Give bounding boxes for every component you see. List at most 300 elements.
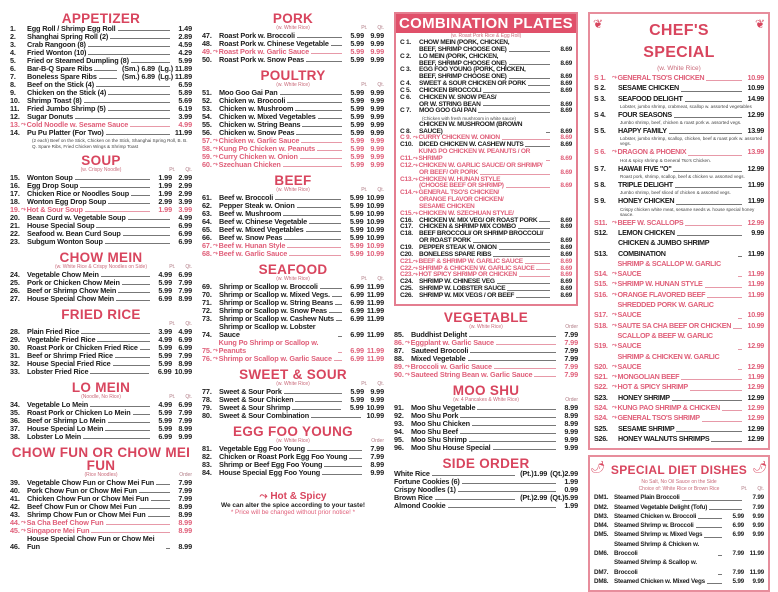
item-price: 5.99: [350, 120, 364, 129]
menu-item: [594, 147, 764, 157]
dotted-leader: [733, 328, 742, 329]
section-title: CHEF'S SPECIAL: [643, 22, 715, 61]
item-price: 1.99: [564, 500, 578, 510]
item-name: Bean Curd w. Vegetable Soup: [27, 213, 126, 222]
hot-spicy-icon: ⤳: [612, 374, 617, 381]
item-number: 60.: [202, 160, 212, 169]
dotted-leader: [458, 491, 556, 492]
item-price: 12.99: [747, 109, 764, 119]
item-number: C24.: [400, 278, 413, 286]
dotted-leader: [528, 85, 550, 86]
item-name: Wonton Soup: [27, 173, 73, 182]
dotted-leader: [97, 341, 150, 342]
item-name: GENERAL TSO'S CHICKEN: [617, 73, 705, 82]
dotted-leader: [496, 344, 556, 345]
hot-spicy-icon: ⤳: [612, 363, 617, 370]
item-number: C 9.: [400, 134, 411, 142]
item-name: Beef w. Mushroom: [219, 209, 282, 218]
item-price: 8.69: [560, 59, 572, 67]
item-name: Fortune Cookies (6): [394, 476, 460, 486]
item-price: 7.99: [564, 337, 578, 347]
item-name: CHICKEN W. HUNAN STYLE: [418, 175, 501, 183]
item-number: 93.: [394, 418, 404, 428]
item-name: Pepper Steak w. Onion: [219, 201, 295, 210]
price-header: Qt.: [377, 276, 384, 282]
item-name: SESAME CHICKEN: [419, 202, 475, 210]
item-name: Chicken on the Stick (4): [27, 88, 107, 97]
item-price: 10.99: [366, 233, 384, 242]
dotted-leader: [148, 516, 170, 517]
item-description: Jumbo shrimp, beef, chicken & roast pork w. assorted vegs.: [620, 120, 742, 126]
dotted-leader: [115, 357, 150, 358]
price-headers: [361, 187, 384, 194]
menu-item: [202, 412, 384, 420]
item-number: 11.: [10, 104, 20, 113]
menu-item: [10, 527, 192, 535]
item-number: 3.: [10, 40, 16, 49]
dotted-leader: [90, 373, 149, 374]
item-price: 5.99: [349, 193, 364, 202]
item-number: 34.: [10, 400, 20, 409]
item-price: 5.99: [350, 395, 364, 404]
item-price: 8.99: [564, 410, 578, 420]
item-name: Seafood w. Bean Curd Soup: [27, 229, 121, 238]
item-name: Chicken Chow Fun or Chow Mei Fun: [27, 494, 149, 503]
price-header: Qt.: [185, 167, 192, 173]
item-name: Sauteed String Bean w. Garlic Sauce: [410, 369, 533, 379]
item-price: 6.99: [178, 335, 192, 344]
item-number: C18.: [400, 230, 413, 238]
item-price: 5.99: [158, 343, 172, 352]
item-price: 9.99: [370, 387, 384, 396]
hot-spicy-icon: ⤳: [612, 75, 617, 81]
menu-item: [594, 110, 764, 120]
menu-item: [594, 521, 764, 530]
item-name: Beef w. Mixed Vegetables: [219, 225, 304, 234]
item-number: 23.: [10, 237, 20, 246]
menu-item: [10, 519, 192, 527]
item-number: 81.: [202, 444, 212, 453]
dotted-leader: [295, 110, 342, 111]
menu-item: [394, 444, 578, 452]
item-number: 76.: [202, 354, 212, 363]
item-number: 19.: [10, 205, 20, 214]
dotted-leader: [676, 204, 742, 205]
dotted-leader: [711, 441, 742, 442]
section-subtitle-row: [202, 438, 384, 445]
item-number: 29.: [10, 335, 20, 344]
price-header: Pt.: [169, 264, 176, 270]
item-number: C13.: [400, 175, 413, 183]
item-number: 83.: [202, 460, 212, 469]
item-name: SHRIMP & CHICKEN W. GARLIC SAUCE: [418, 264, 535, 272]
dotted-leader: [480, 174, 550, 175]
item-name: Chicken w. Mixed Vegetables: [219, 112, 316, 121]
item-number: 28.: [10, 327, 20, 336]
item-number: S 5.: [594, 126, 606, 136]
dotted-leader: [473, 242, 550, 243]
item-name: Vegetable Egg Foo Young: [219, 444, 305, 453]
dotted-leader: [317, 150, 342, 151]
dotted-leader: [477, 409, 556, 410]
item-price: 6.99: [350, 306, 364, 315]
section-subtitle-row: [10, 321, 192, 328]
item-name: (CHOOSE BEEF OR SHRIMP): [419, 182, 504, 190]
menu-section-seafood: [202, 263, 384, 363]
item-name: Fried or Steamed Dumpling (8): [27, 56, 129, 65]
item-number: S 2.: [594, 83, 606, 93]
price-header: Pt.: [361, 276, 368, 282]
section-subtitle-row: [202, 82, 384, 89]
dotted-leader: [297, 207, 342, 208]
item-name: House Special Chow Mein: [27, 294, 114, 303]
item-name: CURRY CHICKEN W. ONION: [418, 134, 500, 142]
item-name: PEPPER STEAK W. ONION: [419, 243, 497, 251]
item-price: 8.69: [560, 141, 572, 149]
item-price: 10.99: [366, 217, 384, 226]
item-number: 22.: [10, 229, 20, 238]
item-price: 4.99: [158, 335, 172, 344]
price-headers: [361, 82, 384, 89]
item-name: White Rice: [394, 468, 430, 478]
item-number: 35.: [10, 408, 20, 417]
item-number: 68.: [202, 249, 212, 258]
item-price: 3.99: [178, 197, 192, 206]
dotted-leader: [334, 360, 342, 361]
dotted-leader: [309, 223, 341, 224]
item-price: 5.99: [349, 209, 364, 218]
hot-spicy-icon: ⤳: [413, 176, 418, 183]
item-name: Shrimp Chow Fun or Chow Mei Fun: [27, 510, 146, 519]
item-name: Shrimp or Scallop w. String Beans: [219, 298, 333, 307]
item-name: Shrimp or Scallop w. Garlic Sauce: [218, 354, 332, 363]
item-name: Steamed Shrimp w. Mixed Vegs: [614, 531, 703, 539]
menu-item: [594, 403, 764, 413]
item-name: Roast Pork or Chicken Fried Rice: [27, 343, 138, 352]
section-title: SIDE ORDER: [442, 455, 530, 471]
item-name: CHICKEN W. MUSHROOM (BROWN SAUCE): [419, 120, 523, 135]
dotted-leader: [88, 54, 170, 55]
item-name: CHICKEN W. MIX VEG/ OR ROAST PORK: [419, 216, 538, 224]
item-number: 64.: [202, 217, 212, 226]
dotted-leader: [287, 247, 341, 248]
item-number: 91.: [394, 402, 404, 412]
item-price: 4.59: [178, 40, 192, 49]
section-title: EGG FOO YOUNG: [233, 424, 353, 439]
item-price: 7.99: [564, 369, 578, 379]
price-header: Pt.: [169, 394, 176, 400]
menu-item: [594, 300, 764, 321]
dotted-leader: [483, 105, 550, 106]
price-headers: [371, 438, 384, 445]
item-price: 9.99: [564, 426, 578, 436]
item-price: 10.99: [747, 310, 764, 320]
dotted-leader: [151, 500, 170, 501]
hot-spicy-icon: ⤳: [213, 243, 218, 249]
item-name: Fried Wonton (10): [27, 48, 87, 57]
dotted-leader: [284, 239, 341, 240]
item-price: 6.99: [178, 229, 192, 238]
item-name: Boneless Spare Ribs: [27, 72, 97, 81]
price-headers: [169, 167, 192, 174]
item-price: 7.99: [564, 361, 578, 371]
section-subtitle-row: [394, 397, 578, 404]
item-price: 12.99: [747, 217, 764, 227]
item-price: 8.69: [560, 291, 572, 299]
price-header: Pt.: [741, 486, 748, 493]
dotted-leader: [677, 235, 742, 236]
item-number: 66.: [202, 233, 212, 242]
dotted-leader: [681, 379, 742, 380]
item-description: Jumbo shrimp, beef sliced of chicken & assorted vegs.: [620, 190, 731, 196]
item-name: Moo Shu House Special: [411, 442, 491, 452]
item-price: 8.69: [560, 237, 572, 245]
item-name: Pu Pu Platter (For Two): [27, 128, 104, 137]
dotted-leader: [108, 94, 170, 95]
item-price: 11.99: [366, 354, 384, 363]
item-name: HONEY CHICKEN: [618, 196, 675, 206]
menu-item: [594, 196, 764, 206]
item-price: 14.99: [747, 93, 764, 103]
item-name: Egg Roll / Shrimp Egg Roll: [27, 24, 116, 33]
dotted-leader: [108, 110, 170, 111]
item-name: SHRIMP & CHICKEN W. GARLIC SAUCE: [617, 351, 720, 371]
item-price: 12.99: [747, 403, 764, 413]
dotted-leader: [472, 425, 556, 426]
item-price: 6.99: [158, 294, 172, 303]
item-number: 82.: [202, 452, 212, 461]
dotted-leader: [525, 263, 550, 264]
item-name: SHRIMP W. HUNAN STYLE: [617, 279, 703, 289]
item-number: 5.: [10, 56, 16, 65]
item-number: C17.: [400, 223, 413, 231]
item-number: C11.: [400, 155, 413, 162]
item-number: S16.: [594, 289, 608, 299]
menu-item: [10, 503, 192, 511]
item-number: DM1.: [594, 494, 609, 502]
item-price: 5.99: [158, 351, 172, 360]
item-name: Subgum Wonton Soup: [27, 237, 103, 246]
dotted-leader: [507, 290, 550, 291]
item-price: 11.99: [747, 248, 764, 258]
item-price: 7.99: [178, 286, 192, 295]
section-subtitle-row: [594, 486, 764, 493]
price-header: Qt.: [185, 264, 192, 270]
section-subtitle-row: [394, 324, 578, 331]
item-number: S26.: [594, 433, 608, 443]
item-name: Roast Pork w. Broccoli: [219, 31, 295, 40]
item-name: TRIPLE DELIGHT: [618, 180, 673, 190]
menu-section-vegetable: [394, 311, 578, 379]
item-price: 12.99: [747, 361, 764, 371]
item-number: S 9.: [594, 196, 606, 206]
item-number: 44.: [10, 518, 20, 527]
item-price: 2.99: [178, 189, 192, 198]
section-note: (2 each) Beef on the Stick, Chicken on the Stick, Shanghai Spring Roll, B. B. Q. Spare Ribs, Fried Chicken Wings & Shrimp Toast: [32, 138, 188, 149]
item-price: 4.99: [158, 270, 172, 279]
menu-column-3: [394, 12, 578, 510]
item-price: 11.99: [747, 372, 764, 382]
item-price: 12.99: [747, 423, 764, 433]
item-number: 26.: [10, 286, 20, 295]
price-header: Qt.: [377, 187, 384, 193]
item-number: C15.: [400, 209, 413, 217]
item-price: 6.99: [732, 522, 744, 530]
item-price: (Qt.)5.99: [550, 492, 578, 502]
item-price: 5.99: [158, 424, 172, 433]
menu-item: [400, 108, 572, 115]
dotted-leader: [519, 276, 550, 277]
item-price: 8.69: [560, 182, 572, 190]
dotted-leader: [94, 70, 117, 71]
item-price: 10.99: [366, 193, 384, 202]
price-headers: [169, 264, 192, 271]
item-name: Chicken w. Mushroom: [219, 104, 294, 113]
item-price: 8.99: [178, 294, 192, 303]
section-title: POULTRY: [260, 68, 326, 83]
item-number: 70.: [202, 290, 212, 299]
item-price: 12.99: [747, 163, 764, 173]
item-name: LEMON CHICKEN: [618, 227, 675, 237]
item-number: S25.: [594, 423, 608, 433]
item-name: Sweet & Sour Combination: [219, 411, 310, 420]
section-subtitle-row: [202, 187, 384, 194]
item-price: 12.99: [747, 341, 764, 351]
menu-section-chow-mein: [10, 251, 192, 303]
item-price: 8.99: [370, 460, 384, 469]
item-price: 8.69: [560, 107, 572, 115]
item-name: Steamed Chicken w. Mixed Vegs: [614, 577, 705, 585]
dotted-leader: [306, 61, 342, 62]
item-name: Lobster Lo Mein: [27, 432, 82, 441]
item-name: SHRIMP W. CHINESE VEG: [419, 278, 495, 286]
item-name: Vegetable Chow Mein: [27, 270, 99, 279]
item-number: 74.: [202, 330, 212, 339]
dotted-leader: [295, 401, 342, 402]
item-price: 5.99: [349, 241, 364, 250]
item-name: Lobster Fried Rice: [27, 367, 89, 376]
dotted-leader: [301, 142, 342, 143]
item-price: 8.99: [178, 510, 192, 519]
item-name: GENERAL TSO'S SHRIMP: [617, 413, 700, 423]
item-price: 6.99: [178, 400, 192, 409]
item-price: 5.99: [732, 512, 744, 520]
item-number: S20.: [594, 361, 608, 371]
item-name: Plain Fried Rice: [27, 327, 80, 336]
menu-item: [10, 129, 192, 137]
item-number: 2.: [10, 32, 16, 41]
item-name: SHREDDED PORK W. GARLIC SAUCE: [617, 300, 714, 320]
item-price: 7.99: [178, 408, 192, 417]
section-subtitle-row: [10, 264, 192, 271]
item-price: 0.99: [564, 484, 578, 494]
section-title: FRIED RICE: [61, 307, 141, 322]
item-name: MONGOLIAN BEEF: [617, 372, 680, 382]
item-price: 7.99: [370, 444, 384, 453]
item-name: Beef Chow Fun or Chow Mei Fun: [27, 502, 137, 511]
item-name: SCALLOP & BEEF W. GARLIC SAUCE: [617, 330, 713, 351]
item-name: Egg Drop Soup: [27, 181, 79, 190]
hot-spicy-icon: ⤳: [413, 190, 418, 197]
item-name: Beef w. Broccoli: [219, 193, 274, 202]
item-price: 5.99: [349, 201, 364, 210]
dotted-leader: [88, 46, 170, 47]
dotted-leader: [698, 518, 722, 519]
item-price: 7.99: [564, 345, 578, 355]
section-subtitle: (Rice Noodles): [84, 472, 118, 478]
item-price: 11.99: [366, 290, 384, 299]
section-subtitle: (w. 4 Pancakes & White Rice): [453, 396, 519, 403]
item-price: 5.99: [349, 249, 364, 258]
item-price: 10.99: [366, 249, 384, 258]
item-number: 36.: [10, 416, 20, 425]
item-number: DM2.: [594, 503, 609, 511]
section-subtitle-row: [400, 33, 572, 40]
dotted-leader: [118, 30, 170, 31]
ornament-icon: 🌶: [590, 460, 606, 475]
item-name: Steamed Plain Broccoli: [614, 494, 680, 502]
dotted-leader: [130, 126, 170, 127]
section-subtitle-row: [594, 479, 764, 486]
dotted-leader: [336, 320, 342, 321]
item-number: 54.: [202, 112, 212, 121]
menu-item: [202, 250, 384, 258]
dotted-leader: [682, 500, 742, 501]
item-number: 73.: [202, 314, 212, 323]
dotted-leader: [738, 318, 742, 319]
item-number: 53.: [202, 104, 212, 113]
item-number: 79.: [202, 403, 212, 412]
item-price: 6.19: [178, 104, 192, 113]
item-price: 9.99: [370, 160, 384, 169]
item-price: 4.99: [158, 400, 172, 409]
dotted-leader: [335, 304, 342, 305]
spice-note: We can alter the spice according to your taste!: [220, 502, 365, 509]
item-name: GENERAL TSO'S CHICKEN/: [418, 189, 500, 197]
price-headers: [179, 472, 192, 479]
menu-item: [594, 434, 764, 444]
section-subtitle: (w. White Rice & Crispy Noodles on Side): [55, 264, 147, 270]
item-number: 17.: [10, 189, 20, 198]
item-name: BEEF, SHRIMP CHOOSE ONE): [419, 45, 507, 53]
item-name: EGG FOO YOUNG (PORK, CHICKEN,: [419, 66, 526, 74]
item-number: 18.: [10, 197, 20, 206]
item-price: 11.99: [174, 128, 192, 137]
item-name: Crab Rangoon (8): [27, 40, 86, 49]
item-number: C25.: [400, 285, 413, 293]
dotted-leader: [709, 509, 742, 510]
item-price: 1.99: [158, 205, 172, 214]
dotted-leader: [332, 296, 342, 297]
item-number: DM5.: [594, 531, 609, 539]
menu-section-beef: [202, 174, 384, 258]
dotted-leader: [673, 171, 742, 172]
item-price: 8.69: [560, 168, 572, 176]
item-price: 9.99: [370, 468, 384, 477]
dotted-leader: [283, 215, 341, 216]
dotted-leader: [331, 45, 342, 46]
item-name: Sugar Donuts: [27, 112, 74, 121]
item-price: 11.99: [366, 298, 384, 307]
section-subtitle-row: [10, 394, 192, 401]
section-title: VEGETABLE: [443, 309, 529, 325]
item-price: 5.99: [350, 160, 364, 169]
dotted-leader: [75, 179, 150, 180]
dotted-leader: [113, 365, 150, 366]
menu-section-poultry: [202, 69, 384, 169]
item-number: 90.: [394, 369, 404, 379]
item-price: 1.49: [178, 24, 192, 33]
